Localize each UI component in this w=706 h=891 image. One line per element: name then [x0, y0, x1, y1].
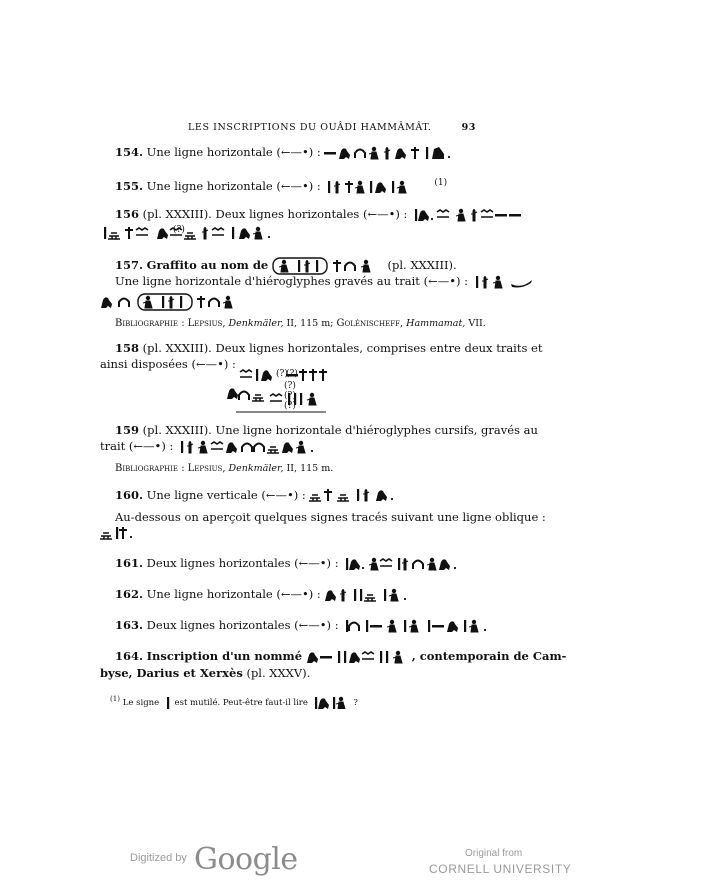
- entry-158: [115, 341, 542, 355]
- entry-text: Une ligne horizontale d'hiéroglyphes gravés au trait (←—•) :: [115, 274, 469, 288]
- entry-162: [115, 587, 424, 602]
- biblio-work: Hammamat,: [406, 318, 466, 329]
- hieroglyph-sequence-icon: [324, 146, 464, 160]
- entry-164: [115, 649, 566, 664]
- entry-text: (pl. XXXIII). Deux lignes horizontales, comprises entre deux traits et: [142, 341, 543, 355]
- bibliography-157: [115, 317, 486, 331]
- biblio-work: Denkmäler,: [228, 463, 284, 474]
- note-mark: (?): [173, 225, 185, 235]
- entry-text: Une ligne horizontale (←—•) :: [146, 145, 321, 159]
- entry-159-line2: [100, 439, 327, 454]
- entry-154: [115, 145, 464, 160]
- footnote-text: est mutilé. Peut-être faut-il lire: [174, 697, 308, 708]
- hieroglyph-sequence-icon: [324, 180, 434, 194]
- entry-159: [115, 423, 538, 437]
- entry-number: 160.: [115, 488, 144, 502]
- hieroglyph-block: [226, 368, 356, 418]
- hieroglyph-sequence-icon: [306, 650, 412, 664]
- entry-156-continuation: [100, 225, 310, 240]
- biblio-label: Bibliographie :: [115, 318, 185, 329]
- bibliography-159: [115, 462, 333, 476]
- entry-number: 154.: [115, 145, 144, 159]
- entry-text: trait (←—•) :: [100, 439, 174, 453]
- note-mark: (?): [286, 369, 298, 379]
- entry-157: [115, 256, 457, 276]
- entry-number: 161.: [115, 556, 144, 570]
- biblio-author: Lepsius,: [187, 463, 226, 474]
- original-from-label: Original from: [465, 848, 523, 859]
- entry-text: Une ligne verticale (←—•) :: [146, 488, 306, 502]
- biblio-ref: VII.: [468, 318, 486, 329]
- footnote-ref: (1): [434, 178, 448, 188]
- biblio-ref: II, 115 m.: [286, 463, 334, 474]
- hieroglyph-sequence-icon: [342, 619, 512, 633]
- note-mark: (?): [284, 401, 296, 411]
- entry-number: 159: [115, 423, 140, 437]
- biblio-ref: II, 115 m;: [286, 318, 334, 329]
- entry-text: (pl. XXXIII). Une ligne horizontale d'hiéroglyphes cursifs, gravés au: [142, 423, 538, 437]
- google-logo: Google: [194, 842, 298, 877]
- entry-title: byse, Darius et Xerxès: [100, 666, 243, 680]
- entry-suffix: , contemporain de Cam-: [411, 649, 567, 663]
- hieroglyph-sequence-icon: [100, 526, 140, 542]
- entry-title: Inscription d'un nommé: [146, 649, 303, 663]
- page-header-title: LES INSCRIPTIONS DU OUÂDI HAMMÂMÂT.: [188, 122, 432, 133]
- entry-155: [115, 176, 447, 194]
- entry-text: Deux lignes horizontales (←—•) :: [146, 556, 339, 570]
- entry-156: [115, 207, 523, 222]
- entry-158-line2: [100, 357, 236, 371]
- entry-text: Deux lignes horizontales (←—•) :: [146, 618, 339, 632]
- entry-number: 163.: [115, 618, 144, 632]
- institution-label: CORNELL UNIVERSITY: [429, 862, 572, 876]
- cartouche-icon: [272, 256, 384, 276]
- hieroglyph-sequence-icon: [309, 488, 401, 504]
- footnote-text: ?: [353, 697, 358, 708]
- entry-text: ainsi disposées (←—•) :: [100, 357, 236, 371]
- biblio-author: Golénischeff,: [336, 318, 404, 329]
- biblio-work: Denkmäler,: [228, 318, 284, 329]
- entry-text: Une ligne horizontale (←—•) :: [146, 587, 321, 601]
- entry-number: 162.: [115, 587, 144, 601]
- entry-163: [115, 618, 512, 633]
- hieroglyph-sequence-icon: [411, 208, 523, 222]
- note-mark: (?): [276, 369, 288, 379]
- entry-157-line3: [100, 292, 260, 312]
- entry-160-line3: [100, 526, 140, 542]
- hieroglyph-sequence-icon: [342, 557, 462, 571]
- hieroglyph-icon: [162, 696, 172, 709]
- entry-text: Au-dessous on aperçoit quelques signes tracés suivant une ligne oblique :: [115, 510, 546, 524]
- entry-text: (pl. XXXV).: [246, 666, 311, 680]
- footnote: [110, 692, 358, 710]
- entry-number: 157.: [115, 258, 144, 272]
- entry-text: Une ligne horizontale (←—•) :: [146, 178, 321, 193]
- note-mark: (?): [284, 391, 296, 401]
- hieroglyph-sequence-icon: [472, 275, 556, 289]
- hieroglyph-sequence-icon: [177, 440, 327, 454]
- hieroglyph-sequence-icon: [100, 226, 310, 240]
- entry-number: 164.: [115, 649, 144, 663]
- entry-text: (pl. XXXIII). Deux lignes horizontales (←—•) :: [142, 207, 408, 221]
- page-number: 93: [461, 122, 476, 133]
- entry-number: 158: [115, 341, 140, 355]
- entry-164-line2: [100, 666, 310, 680]
- entry-157-line2: [115, 274, 556, 289]
- footnote-text: Le signe: [122, 697, 160, 708]
- note-mark: (?): [284, 381, 296, 391]
- entry-161: [115, 556, 462, 571]
- entry-number: 156: [115, 207, 140, 221]
- digitized-by-label: Digitized by: [130, 852, 187, 864]
- entry-160-line2: [115, 510, 546, 524]
- hieroglyph-sequence-icon: [324, 588, 424, 602]
- hieroglyph-sequence-icon: [100, 292, 260, 312]
- hieroglyph-sequence-icon: [311, 696, 351, 709]
- entry-number: 155.: [115, 178, 144, 193]
- entry-title: Graffito au nom de: [146, 258, 269, 272]
- footnote-mark: (1): [110, 694, 121, 703]
- entry-160: [115, 488, 401, 504]
- biblio-author: Lepsius,: [187, 318, 226, 329]
- entry-suffix: (pl. XXXIII).: [387, 258, 457, 272]
- biblio-label: Bibliographie :: [115, 463, 185, 474]
